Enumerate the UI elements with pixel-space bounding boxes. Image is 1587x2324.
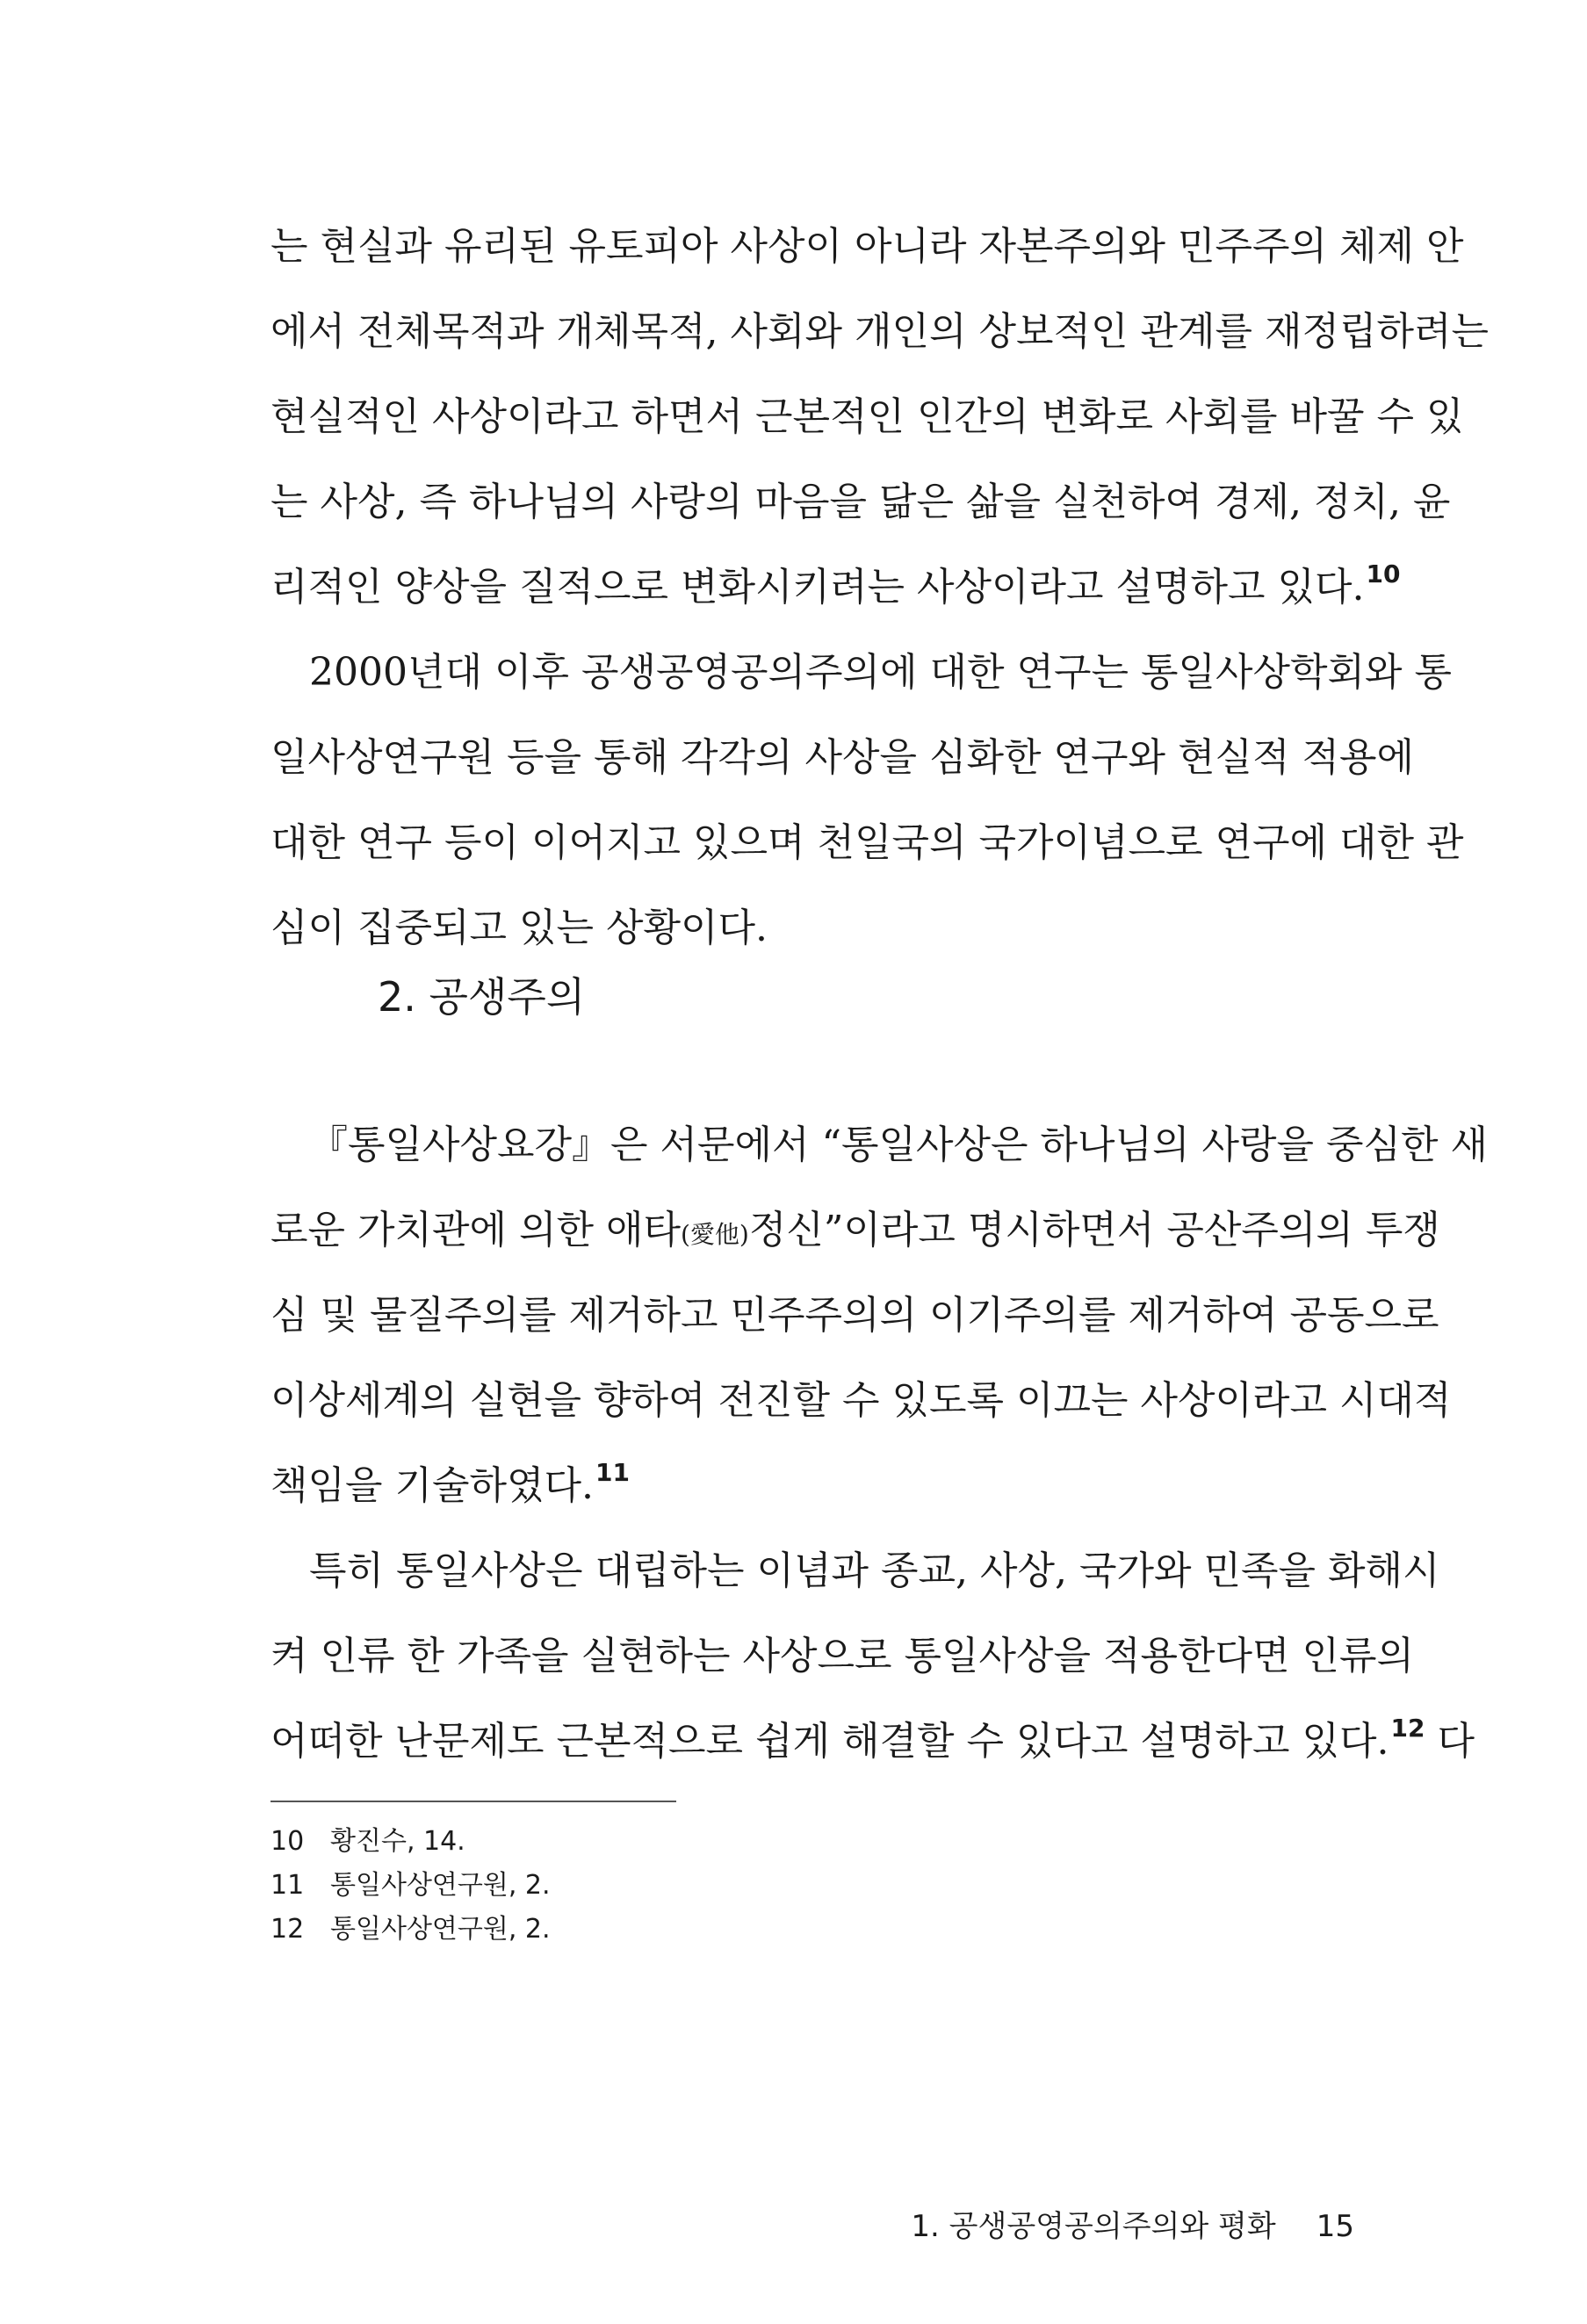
footnote-item bbox=[271, 1908, 551, 1952]
text-line bbox=[271, 1443, 1360, 1528]
footnote-item bbox=[271, 1820, 551, 1864]
text-line-content: 어떠한 난문제도 근본적으로 쉽게 해결할 수 있다고 설명하고 있다. bbox=[271, 1719, 1389, 1764]
footnote-number: 11 bbox=[271, 1870, 305, 1901]
footnotes bbox=[271, 1820, 551, 1952]
text-line: 는 현실과 유리된 유토피아 사상이 아니라 자본주의와 민주주의 체제 안 bbox=[271, 224, 1464, 269]
text-line: 『통일사상요강』은 서문에서 “통일사상은 하나님의 사랑을 중심한 새 bbox=[309, 1122, 1489, 1167]
footnote-text: 통일사상연구원, 2. bbox=[330, 1870, 551, 1901]
text-line-content: 로운 가치관에 의한 애타 bbox=[271, 1208, 681, 1252]
text-line: 는 사상, 즉 하나님의 사랑의 마음을 닮은 삶을 실천하여 경제, 정치, 윤 bbox=[271, 480, 1451, 524]
page-number: 15 bbox=[1316, 2209, 1354, 2244]
text-line: 에서 전체목적과 개체목적, 사회와 개인의 상보적인 관계를 재정립하려는 bbox=[271, 309, 1490, 354]
footnote-number: 12 bbox=[271, 1914, 305, 1945]
running-footer bbox=[911, 2205, 1354, 2248]
footnote-text: 통일사상연구원, 2. bbox=[330, 1914, 551, 1945]
section-heading: 2. 공생주의 bbox=[378, 973, 586, 1021]
footnote-reference[interactable]: 10 bbox=[1366, 559, 1401, 588]
text-line-content: 리적인 양상을 질적으로 변화시키려는 사상이라고 설명하고 있다. bbox=[271, 565, 1365, 610]
text-line: 이상세계의 실현을 향하여 전진할 수 있도록 이끄는 사상이라고 시대적 bbox=[271, 1378, 1452, 1423]
hanja-annotation: (愛他) bbox=[681, 1220, 749, 1249]
text-line bbox=[271, 545, 1401, 630]
footnote-reference[interactable]: 11 bbox=[595, 1458, 630, 1487]
text-line-content: 정신”이라고 명시하면서 공산주의의 투쟁 bbox=[748, 1208, 1440, 1252]
text-line: 현실적인 사상이라고 하면서 근본적인 인간의 변화로 사회를 바꿀 수 있 bbox=[271, 394, 1464, 439]
text-line: 대한 연구 등이 이어지고 있으며 천일국의 국가이념으로 연구에 대한 관 bbox=[271, 820, 1464, 865]
body-text-upper bbox=[271, 204, 1490, 971]
text-line: 심이 집중되고 있는 상황이다. bbox=[271, 906, 768, 950]
footnote-item bbox=[271, 1864, 551, 1908]
text-line: 켜 인류 한 가족을 실현하는 사상으로 통일사상을 적용한다면 인류의 bbox=[271, 1634, 1414, 1678]
footnote-number: 10 bbox=[271, 1826, 305, 1857]
footnote-text: 황진수, 14. bbox=[330, 1826, 465, 1857]
text-line: 일사상연구원 등을 통해 각각의 사상을 심화한 연구와 현실적 적용에 bbox=[271, 735, 1414, 780]
footnote-divider bbox=[271, 1801, 676, 1802]
text-line-content: 책임을 기술하였다. bbox=[271, 1463, 595, 1508]
footer-chapter-title: 1. 공생공영공의주의와 평화 bbox=[911, 2209, 1276, 2244]
text-line: 특히 통일사상은 대립하는 이념과 종교, 사상, 국가와 민족을 화해시 bbox=[309, 1548, 1440, 1593]
text-line bbox=[271, 1699, 1475, 1784]
text-line: 2000년대 이후 공생공영공의주의에 대한 연구는 통일사상학회와 통 bbox=[309, 650, 1452, 695]
body-text-lower bbox=[271, 1102, 1489, 1784]
text-line bbox=[271, 1187, 1440, 1273]
text-line: 심 및 물질주의를 제거하고 민주주의의 이기주의를 제거하여 공동으로 bbox=[271, 1293, 1439, 1338]
footnote-reference[interactable]: 12 bbox=[1390, 1714, 1425, 1743]
text-line-content: 다 bbox=[1425, 1719, 1475, 1764]
